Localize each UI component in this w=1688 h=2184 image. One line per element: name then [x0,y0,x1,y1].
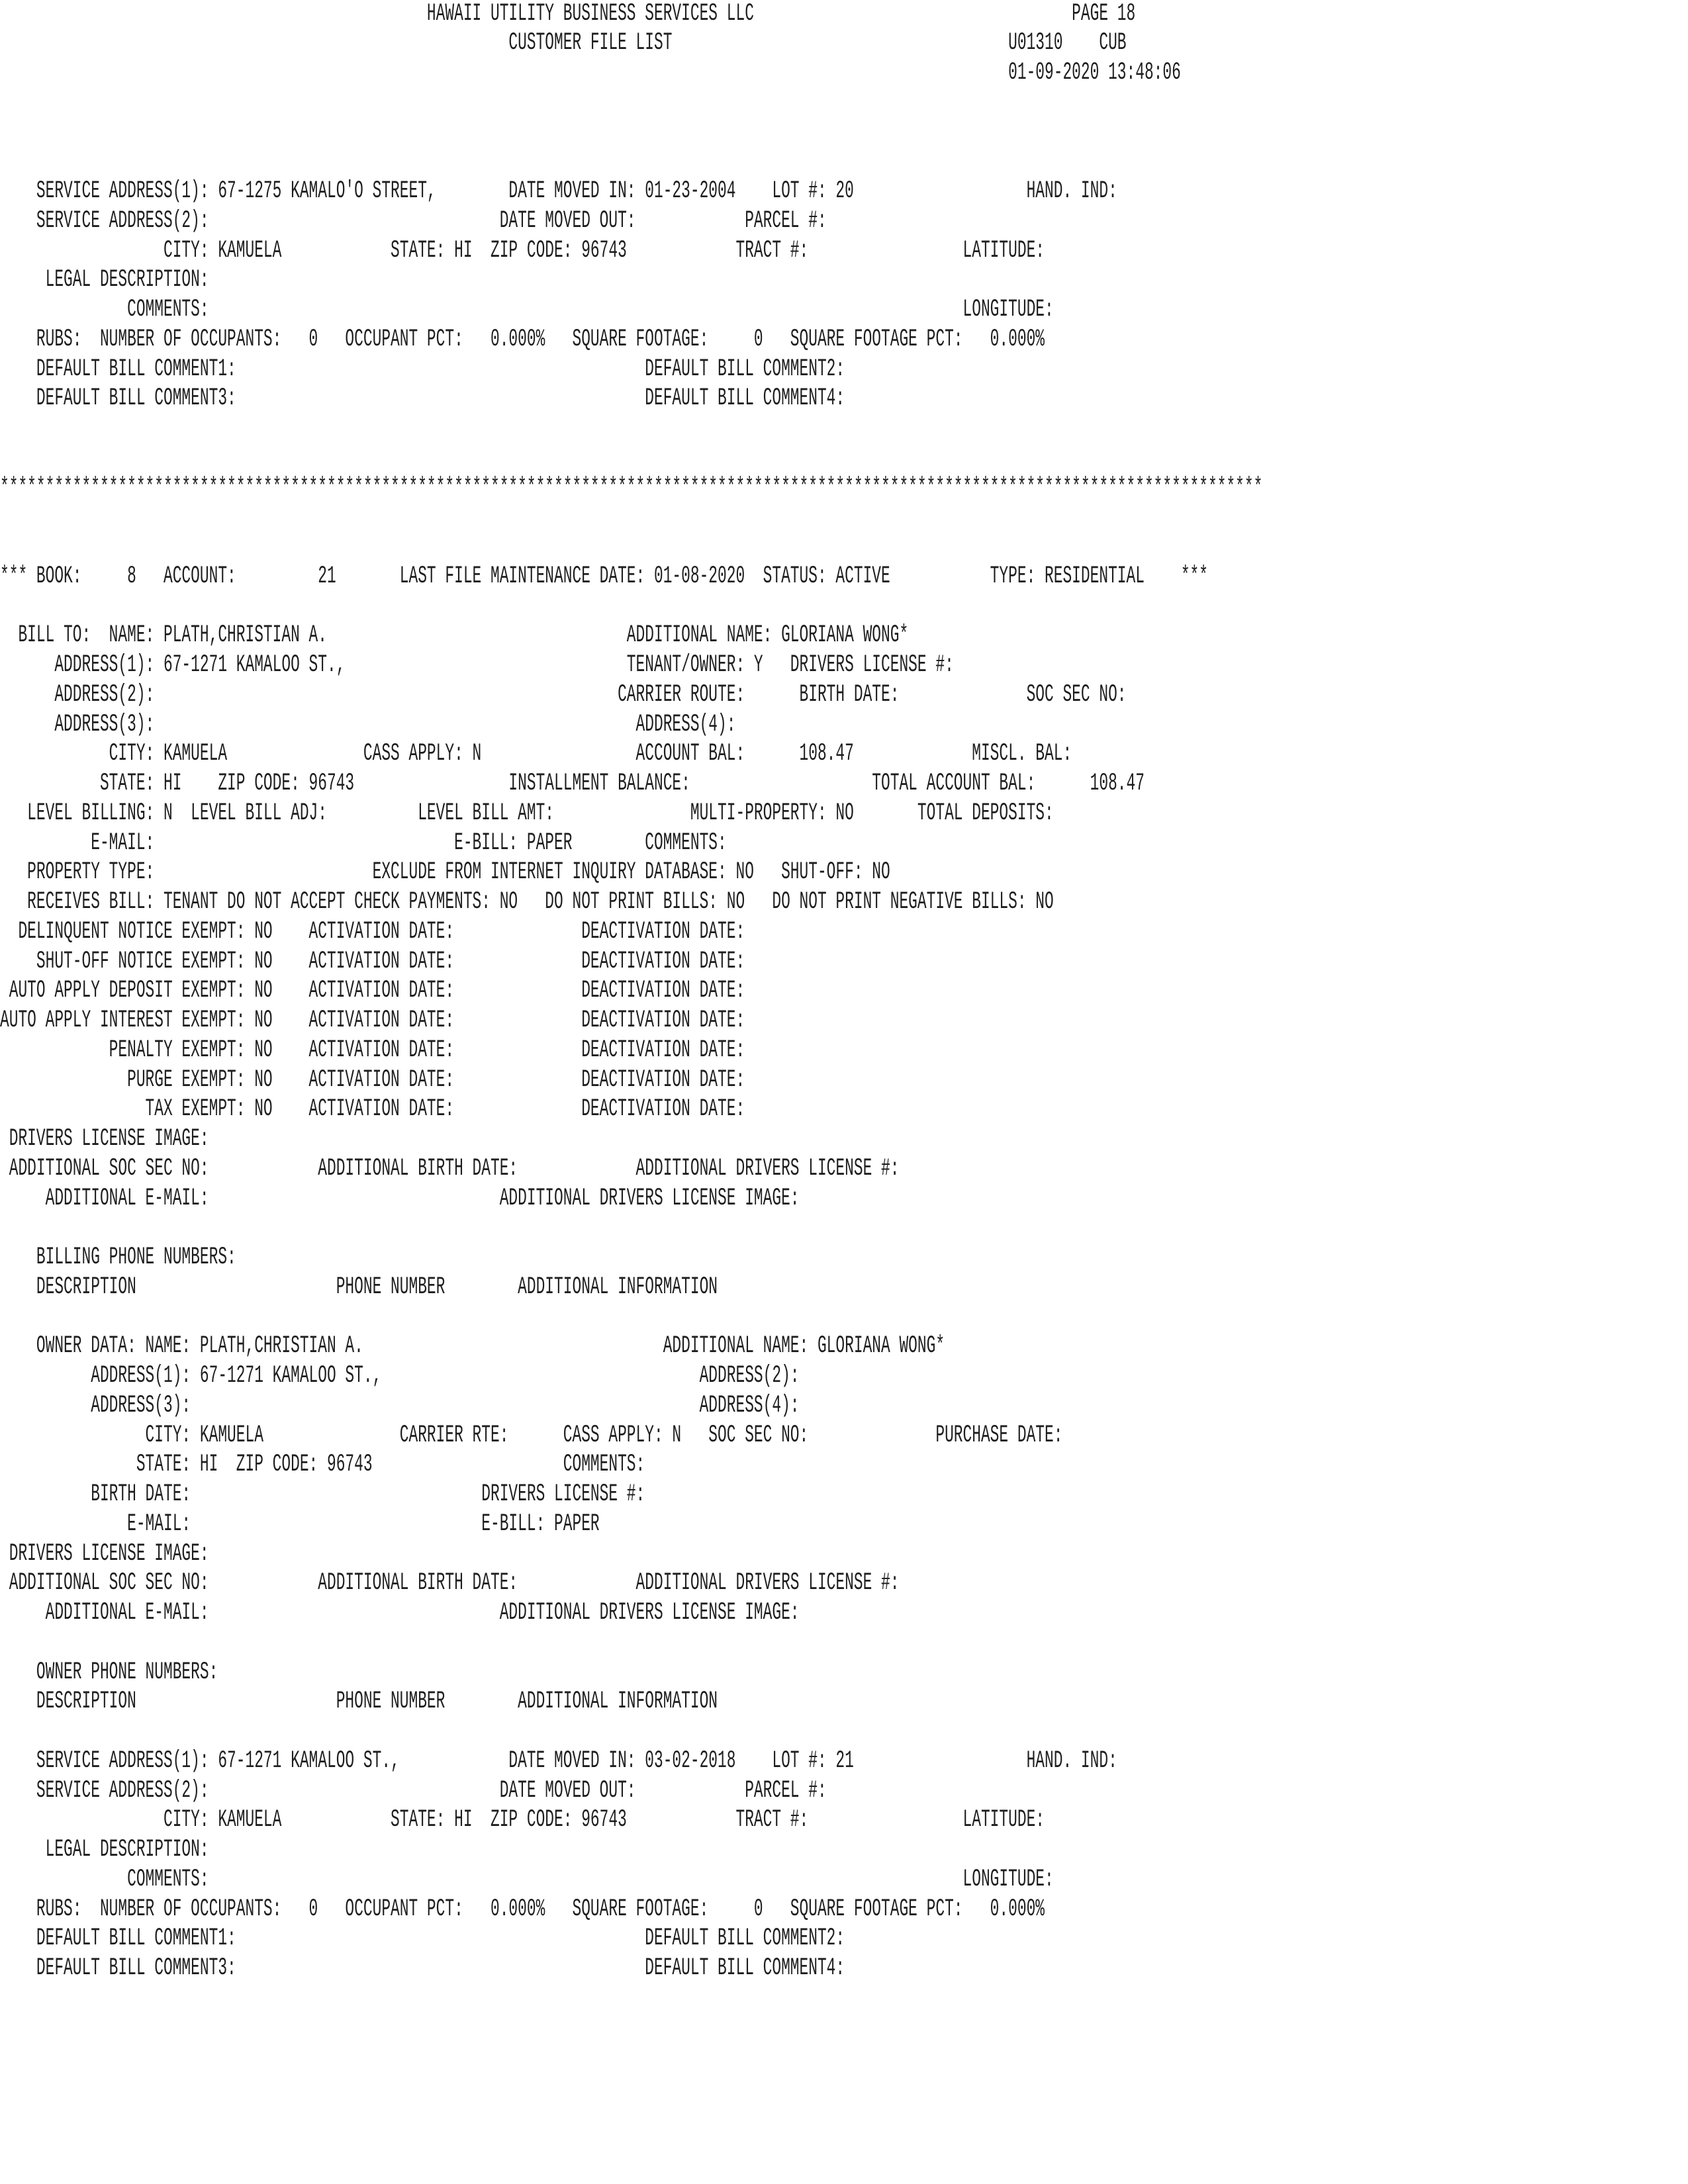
exempt-line: PENALTY EXEMPT: NO ACTIVATION DATE: DEACTIVATION DATE: [0,1036,745,1064]
owner-state-line: STATE: HI ZIP CODE: 96743 COMMENTS: [0,1451,645,1479]
additional-email-line: ADDITIONAL E-MAIL: ADDITIONAL DRIVERS LICENSE IMAGE: [0,1185,800,1212]
bill-to-name-line: BILL TO: NAME: PLATH,CHRISTIAN A. ADDITIONAL NAME: GLORIANA WONG* [0,621,909,649]
service-address-2-line: SERVICE ADDRESS(2): DATE MOVED OUT: PARCEL #: [0,1777,827,1805]
drivers-license-image-line: DRIVERS LICENSE IMAGE: [0,1540,209,1568]
exempt-line: TAX EXEMPT: NO ACTIVATION DATE: DEACTIVATION DATE: [0,1095,745,1123]
service-city-line: CITY: KAMUELA STATE: HI ZIP CODE: 96743 TRACT #: LATITUDE: [0,237,1045,265]
exempt-line: DELINQUENT NOTICE EXEMPT: NO ACTIVATION DATE: DEACTIVATION DATE: [0,918,745,946]
service-city-line: CITY: KAMUELA STATE: HI ZIP CODE: 96743 TRACT #: LATITUDE: [0,1806,1045,1834]
exempt-line: AUTO APPLY INTEREST EXEMPT: NO ACTIVATION DATE: DEACTIVATION DATE: [0,1007,745,1034]
comments-line: COMMENTS: LONGITUDE: [0,296,1054,324]
default-bill-comment-line: DEFAULT BILL COMMENT1: DEFAULT BILL COMMENT2: [0,355,845,383]
level-billing-line: LEVEL BILLING: N LEVEL BILL ADJ: LEVEL BILL AMT: MULTI-PROPERTY: NO TOTAL DEPOSITS: [0,799,1054,827]
service-address-1-line: SERVICE ADDRESS(1): 67-1275 KAMALO'O STREET, DATE MOVED IN: 01-23-2004 LOT #: 20 HAND. IND: [0,177,1117,205]
default-bill-comment-line: DEFAULT BILL COMMENT3: DEFAULT BILL COMMENT4: [0,385,845,412]
additional-ssn-line: ADDITIONAL SOC SEC NO: ADDITIONAL BIRTH DATE: ADDITIONAL DRIVERS LICENSE #: [0,1155,900,1183]
phone-table-header-line: DESCRIPTION PHONE NUMBER ADDITIONAL INFORMATION [0,1273,718,1301]
owner-birth-date-line: BIRTH DATE: DRIVERS LICENSE #: [0,1480,645,1508]
owner-city-line: CITY: KAMUELA CARRIER RTE: CASS APPLY: N SOC SEC NO: PURCHASE DATE: [0,1422,1063,1449]
comments-line: COMMENTS: LONGITUDE: [0,1866,1054,1893]
report-header-datetime-line: 01-09-2020 13:48:06 [0,59,1181,87]
default-bill-comment-line: DEFAULT BILL COMMENT3: DEFAULT BILL COMMENT4: [0,1954,845,1982]
bill-to-address-1-line: ADDRESS(1): 67-1271 KAMALOO ST., TENANT/OWNER: Y DRIVERS LICENSE #: [0,651,954,679]
phone-table-header-line: DESCRIPTION PHONE NUMBER ADDITIONAL INFORMATION [0,1688,718,1715]
billing-phone-numbers-heading: BILLING PHONE NUMBERS: [0,1244,236,1271]
receives-bill-line: RECEIVES BILL: TENANT DO NOT ACCEPT CHECK PAYMENTS: NO DO NOT PRINT BILLS: NO DO NOT PRINT NEGATIVE BILLS: NO [0,888,1054,916]
owner-data-name-line: OWNER DATA: NAME: PLATH,CHRISTIAN A. ADDITIONAL NAME: GLORIANA WONG* [0,1332,945,1360]
account-header-line: *** BOOK: 8 ACCOUNT: 21 LAST FILE MAINTENANCE DATE: 01-08-2020 STATUS: ACTIVE TYPE: RESIDENTIAL *** [0,563,1209,590]
additional-email-line: ADDITIONAL E-MAIL: ADDITIONAL DRIVERS LICENSE IMAGE: [0,1599,800,1627]
rubs-line: RUBS: NUMBER OF OCCUPANTS: 0 OCCUPANT PCT: 0.000% SQUARE FOOTAGE: 0 SQUARE FOOTAGE PCT: 0.000% [0,326,1045,353]
email-ebill-line: E-MAIL: E-BILL: PAPER COMMENTS: [0,829,727,857]
bill-to-address-3-line: ADDRESS(3): ADDRESS(4): [0,711,736,739]
owner-address-3-line: ADDRESS(3): ADDRESS(4): [0,1392,800,1420]
legal-description-line: LEGAL DESCRIPTION: [0,1836,209,1864]
property-type-line: PROPERTY TYPE: EXCLUDE FROM INTERNET INQUIRY DATABASE: NO SHUT-OFF: NO [0,858,890,886]
bill-to-state-line: STATE: HI ZIP CODE: 96743 INSTALLMENT BALANCE: TOTAL ACCOUNT BAL: 108.47 [0,770,1145,797]
rubs-line: RUBS: NUMBER OF OCCUPANTS: 0 OCCUPANT PCT: 0.000% SQUARE FOOTAGE: 0 SQUARE FOOTAGE PCT: 0.000% [0,1895,1045,1923]
owner-address-1-line: ADDRESS(1): 67-1271 KAMALOO ST., ADDRESS(2): [0,1362,800,1390]
service-address-1-line: SERVICE ADDRESS(1): 67-1271 KAMALOO ST., DATE MOVED IN: 03-02-2018 LOT #: 21 HAND. IND: [0,1747,1117,1775]
default-bill-comment-line: DEFAULT BILL COMMENT1: DEFAULT BILL COMMENT2: [0,1925,845,1952]
drivers-license-image-line: DRIVERS LICENSE IMAGE: [0,1125,209,1153]
exempt-line: SHUT-OFF NOTICE EXEMPT: NO ACTIVATION DATE: DEACTIVATION DATE: [0,948,745,976]
bill-to-address-2-line: ADDRESS(2): CARRIER ROUTE: BIRTH DATE: SOC SEC NO: [0,681,1127,709]
bill-to-city-line: CITY: KAMUELA CASS APPLY: N ACCOUNT BAL: 108.47 MISCL. BAL: [0,740,1072,768]
report-header-title-line: CUSTOMER FILE LIST U01310 CUB [0,29,1127,57]
exempt-line: AUTO APPLY DEPOSIT EXEMPT: NO ACTIVATION DATE: DEACTIVATION DATE: [0,977,745,1005]
report-header-company-line: HAWAII UTILITY BUSINESS SERVICES LLC PAGE 18 [0,0,1136,28]
legal-description-line: LEGAL DESCRIPTION: [0,266,209,294]
owner-phone-numbers-heading: OWNER PHONE NUMBERS: [0,1659,218,1686]
additional-ssn-line: ADDITIONAL SOC SEC NO: ADDITIONAL BIRTH DATE: ADDITIONAL DRIVERS LICENSE #: [0,1569,900,1597]
exempt-line: PURGE EXEMPT: NO ACTIVATION DATE: DEACTIVATION DATE: [0,1066,745,1094]
owner-email-line: E-MAIL: E-BILL: PAPER [0,1510,600,1538]
asterisk-separator-line: ******************************************************************************************************************************************* [0,474,1263,502]
service-address-2-line: SERVICE ADDRESS(2): DATE MOVED OUT: PARCEL #: [0,207,827,235]
